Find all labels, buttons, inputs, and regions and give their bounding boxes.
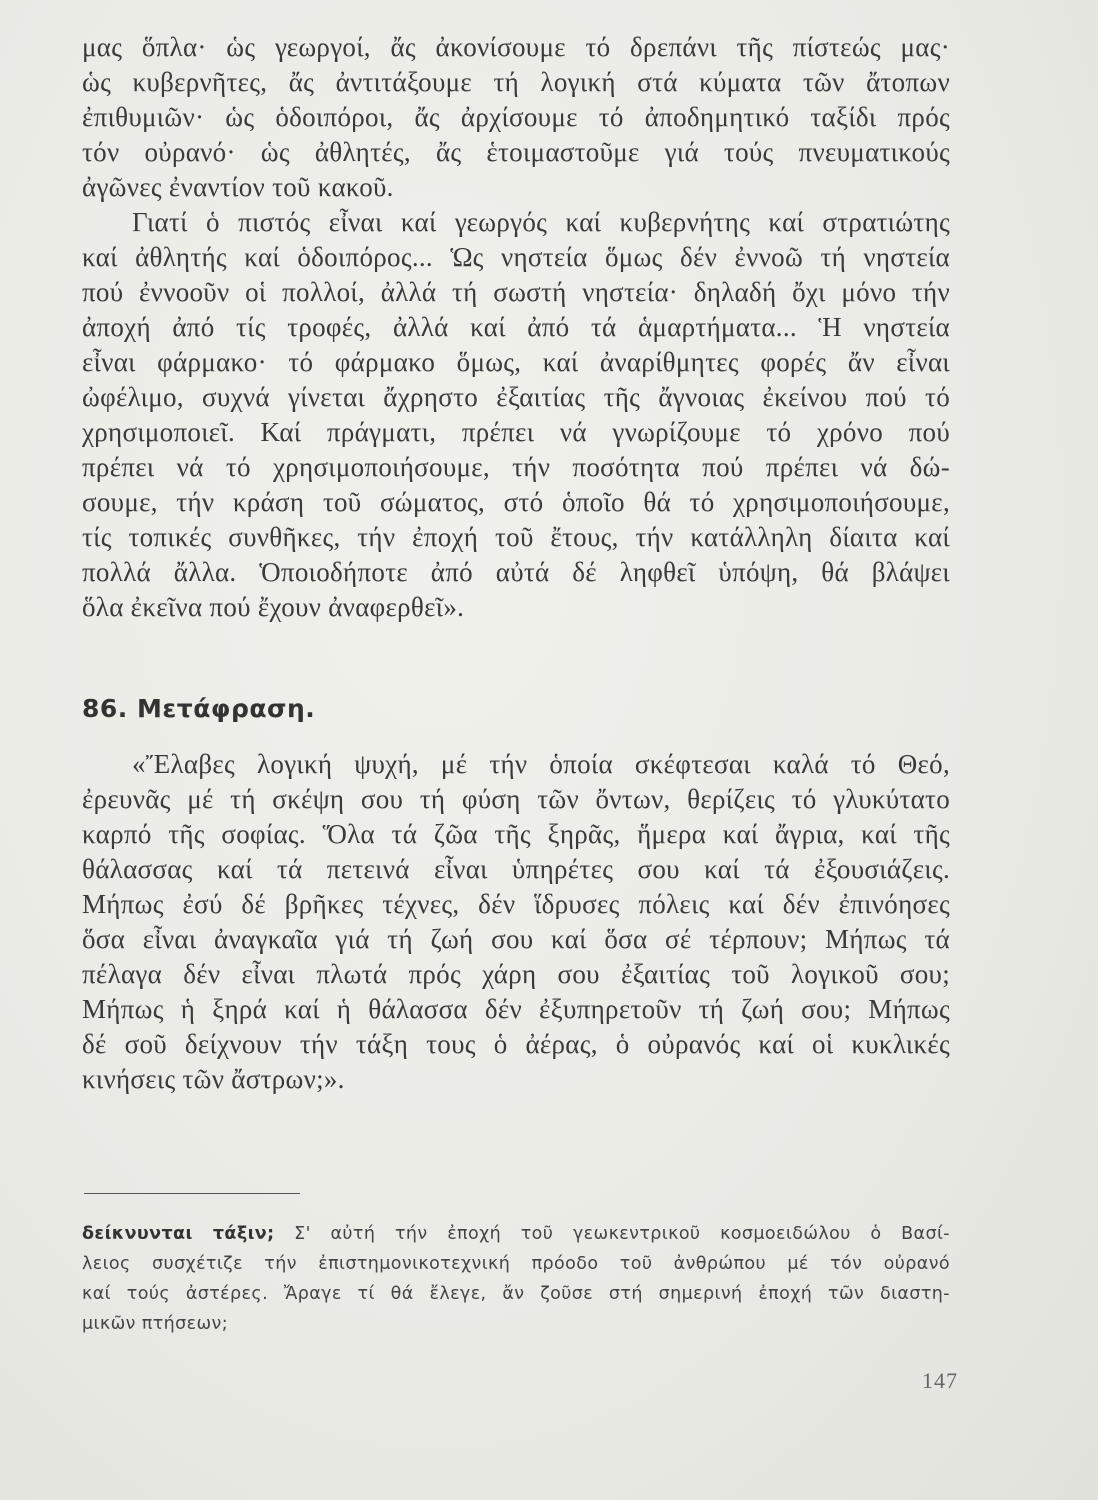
text-line: καί ἀθλητής καί ὁδοιπόρος... Ὡς νηστεία ὅμως δέν ἐννοῶ τή νηστεία [82, 242, 950, 272]
text-line: εἶναι φάρμακο· τό φάρμακο ὅμως, καί ἀναρίθμητες φορές ἄν εἶναι [82, 347, 950, 377]
text-line: μας ὅπλα· ὡς γεωργοί, ἄς ἀκονίσουμε τό δρεπάνι τῆς πίστεώς μας· [82, 32, 950, 62]
text-line: καρπό τῆς σοφίας. Ὅλα τά ζῶα τῆς ξηρᾶς, ἥμερα καί ἄγρια, καί τῆς [82, 819, 950, 849]
text-line: τίς τοπικές συνθῆκες, τήν ἐποχή τοῦ ἔτους, τήν κατάλληλη δίαιτα καί [82, 522, 950, 552]
text-line: Μήπως ἡ ξηρά καί ἡ θάλασσα δέν ἐξυπηρετοῦν τή ζωή σου; Μήπως [82, 994, 950, 1024]
footnote-line: μικῶν πτήσεων; [82, 1314, 229, 1334]
text-line: ἀποχή ἀπό τίς τροφές, ἀλλά καί ἀπό τά ἁμαρτήματα... Ἡ νηστεία [82, 312, 950, 342]
footnote-line [82, 1219, 950, 1249]
text-line: δέ σοῦ δείχνουν τήν τάξη τους ὁ ἀέρας, ὁ οὐρανός καί οἱ κυκλικές [82, 1029, 950, 1059]
body-text-bottom [82, 747, 950, 1097]
text-line: ἐπιθυμιῶν· ὡς ὁδοιπόροι, ἄς ἀρχίσουμε τό ἀποδημητικό ταξίδι πρός [82, 102, 950, 132]
footnote-line: λειος συσχέτιζε τήν ἐπιστημονικοτεχνική πρόοδο τοῦ ἀνθρώπου μέ τόν οὐρανό [82, 1254, 950, 1274]
section-heading: 86. Μετάφραση. [82, 694, 316, 723]
footnote-line: καί τούς ἀστέρες. Ἄραγε τί θά ἔλεγε, ἄν ζοῦσε στή σημερινή ἐποχή τῶν διαστη- [82, 1284, 950, 1304]
footnote-term: δείκνυνται τάξιν; [82, 1224, 275, 1244]
text-line: ἀγῶνες ἐναντίον τοῦ κακοῦ. [82, 172, 394, 202]
body-text-top [82, 30, 950, 625]
footnote-text: Σ' αὐτή τήν ἐποχή τοῦ γεωκεντρικοῦ κοσμοειδώλου ὁ Βασί- [274, 1224, 951, 1244]
text-line: ὠφέλιμο, συχνά γίνεται ἄχρηστο ἐξαιτίας τῆς ἄγνοιας ἐκείνου πού τό [82, 382, 950, 412]
footnote-divider [84, 1193, 300, 1194]
text-line: «Ἔλαβες λογική ψυχή, μέ τήν ὁποία σκέφτεσαι καλά τό Θεό, [132, 749, 950, 779]
text-line: τόν οὐρανό· ὡς ἀθλητές, ἄς ἑτοιμαστοῦμε γιά τούς πνευματικούς [82, 137, 950, 167]
text-line: ὅλα ἐκεῖνα πού ἔχουν ἀναφερθεῖ». [82, 592, 465, 622]
text-line: πρέπει νά τό χρησιμοποιήσουμε, τήν ποσότητα πού πρέπει νά δώ- [82, 452, 950, 482]
text-line: πολλά ἄλλα. Ὁποιοδήποτε ἀπό αὐτά δέ ληφθεῖ ὑπόψη, θά βλάψει [82, 557, 950, 587]
text-line: σουμε, τήν κράση τοῦ σώματος, στό ὁποῖο θά τό χρησιμοποιήσουμε, [82, 487, 950, 517]
text-line: χρησιμοποιεῖ. Καί πράγματι, πρέπει νά γνωρίζουμε τό χρόνο πού [82, 417, 950, 447]
text-line: πού ἐννοοῦν οἱ πολλοί, ἀλλά τή σωστή νηστεία· δηλαδή ὄχι μόνο τήν [82, 277, 950, 307]
text-line: πέλαγα δέν εἶναι πλωτά πρός χάρη σου ἐξαιτίας τοῦ λογικοῦ σου; [82, 959, 950, 989]
text-line: κινήσεις τῶν ἄστρων;». [82, 1064, 345, 1094]
page-number: 147 [922, 1368, 958, 1393]
text-line: ἐρευνᾶς μέ τή σκέψη σου τή φύση τῶν ὄντων, θερίζεις τό γλυκύτατο [82, 784, 950, 814]
text-line: Γιατί ὁ πιστός εἶναι καί γεωργός καί κυβερνήτης καί στρατιώτης [132, 207, 950, 237]
text-line: ὅσα εἶναι ἀναγκαῖα γιά τή ζωή σου καί ὅσα σέ τέρπουν; Μήπως τά [82, 924, 950, 954]
text-line: θάλασσας καί τά πετεινά εἶναι ὑπηρέτες σου καί τά ἐξουσιάζεις. [82, 854, 950, 884]
text-line: Μήπως ἐσύ δέ βρῆκες τέχνες, δέν ἵδρυσες πόλεις καί δέν ἐπινόησες [82, 889, 950, 919]
text-line: ὡς κυβερνῆτες, ἄς ἀντιτάξουμε τή λογική στά κύματα τῶν ἄτοπων [82, 67, 950, 97]
footnote [82, 1219, 950, 1339]
